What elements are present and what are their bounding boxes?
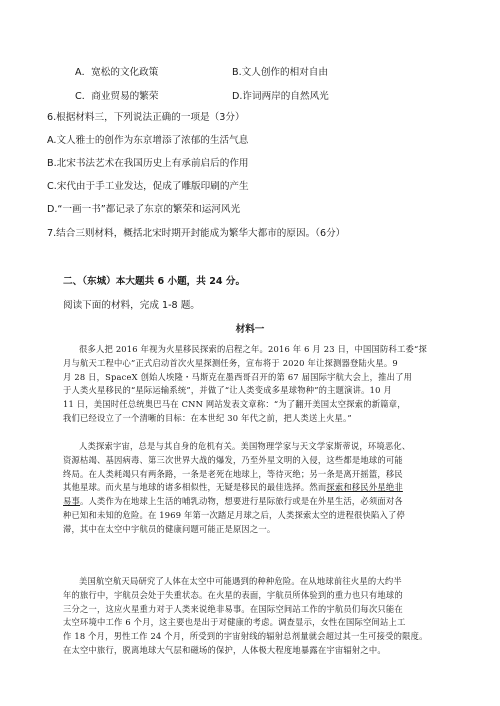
q6-option-a: A.文人雅士的创作为东京增添了浓郁的生活气息 <box>47 135 249 146</box>
text-fragment: 。人类作为在地球上生活的哺乳动物，想要进行星际旅行或是在外星生活，必须面对各 <box>80 496 403 507</box>
text-line: 年的旅行中，宇航员会处于失重状态。在火星的表面，宇航员所体验到的重力也只有地球的 <box>63 589 403 600</box>
text-line-with-underline <box>63 481 425 495</box>
text-line: 美国航空航天局研究了人体在太空中可能遇到的种种危险。在从地球前往火星的大约半 <box>79 576 402 586</box>
text-line: 三分之一，这应火星重力对于人类来说绝非易事。在国际空间站工作的宇航员们每次只能在 <box>63 603 403 614</box>
text-line: 月与航天工程中心”正式启动首次火星探测任务，宣布将于 2020 年让探测器登陆火星。9 <box>63 357 398 368</box>
q5-option-c: C．商业贸易的繁荣 <box>75 91 159 102</box>
text-line: 滞，其中在太空中宇航员的健康问题可能正是原因之一。 <box>63 523 276 534</box>
text-line: 于人类火星移民的“星际运输系统”，并做了“让人类变成多星球物种”的主题演讲。10 月 <box>63 385 392 396</box>
q5-option-a: A．宽松的文化政策 <box>75 67 159 78</box>
paragraph-3 <box>63 575 428 658</box>
text-line: 很多人把 2016 年视为火星移民探索的启程之年。2016 年 6 月 23 日，中国国防科工委“探 <box>79 344 427 354</box>
text-fragment: 其他星球。而火星与地球的诸多相似性，无疑是移民的最佳选择。然而 <box>63 482 327 493</box>
section-intro: 阅读下面的材料，完成 1-8 题。 <box>63 300 200 311</box>
underlined-phrase: 易事 <box>63 496 80 507</box>
q6-option-c: C.宋代由于手工业发达，促成了雕版印刷的产生 <box>47 181 249 192</box>
paragraph-2 <box>63 440 425 537</box>
text-line: 月 28 日，SpaceX 创始人埃隆・马斯克在墨西哥召开的第 67 届国际宇航大会上，推出了用 <box>63 371 413 382</box>
material-title: 材料一 <box>235 324 265 335</box>
text-line: 在太空中旅行，脱离地球大气层和磁场的保护，人体极大程度地暴露在宇宙辐射之中。 <box>63 644 386 655</box>
q5-option-d: D.诈词两岸的自然风光 <box>232 91 329 102</box>
q6-stem: 6.根据材料三，下列说法正确的一项是（3分） <box>47 112 245 123</box>
text-line-with-underline <box>63 495 425 509</box>
text-line: 种已知和未知的危险。在 1969 年第一次踏足月球之后，人类探索太空的进程很快陷入了停 <box>63 509 405 520</box>
section-heading: 二、（东城）本大题共 6 小题，共 24 分。 <box>63 276 246 287</box>
q7-stem: 7.结合三则材料，概括北宋时期开封能成为繁华大都市的原因。（6分） <box>47 228 346 239</box>
q6-option-d: D.“一画一书”都记录了东京的繁荣和运河风光 <box>47 204 241 215</box>
q6-option-b: B.北宋书法艺术在我国历史上有承前启后的作用 <box>47 158 249 169</box>
text-line: 11 日，美国时任总统奥巴马在 CNN 网站发表文章称：“为了翻开美国太空探索的新篇章， <box>63 399 406 410</box>
paragraph-1 <box>63 343 425 426</box>
text-line: 作 18 个月，男性工作 24 个月，所受到的宇宙射线的辐射总剂量就会超过其一生可接受的限度。 <box>63 631 428 642</box>
text-line: 我们已经设立了一个清晰的目标：在本世纪 30 年代之前，把人类送上火星。” <box>63 412 352 423</box>
underlined-phrase: 探索和移民外星绝非 <box>326 482 403 493</box>
text-line: 资源枯竭、基因病毒、第三次世界大战的爆发，乃至外星文明的入侵，这些都是地球的可能 <box>63 454 403 465</box>
text-line: 太空环境中工作 6 个月，这主要也是出于对健康的考虑。调查显示，女性在国际空间站上工 <box>63 617 406 628</box>
q5-option-b: B.文人创作的相对自由 <box>232 67 328 78</box>
text-line: 终局。在人类耗竭只有两条路，一条是老死在地球上，等待灭绝；另一条是离开摇篮，移民 <box>63 468 403 479</box>
text-line: 人类探索宇宙，总是与其自身的危机有关。美国物理学家与天文学家斯蒂说，环境恶化、 <box>79 441 411 451</box>
